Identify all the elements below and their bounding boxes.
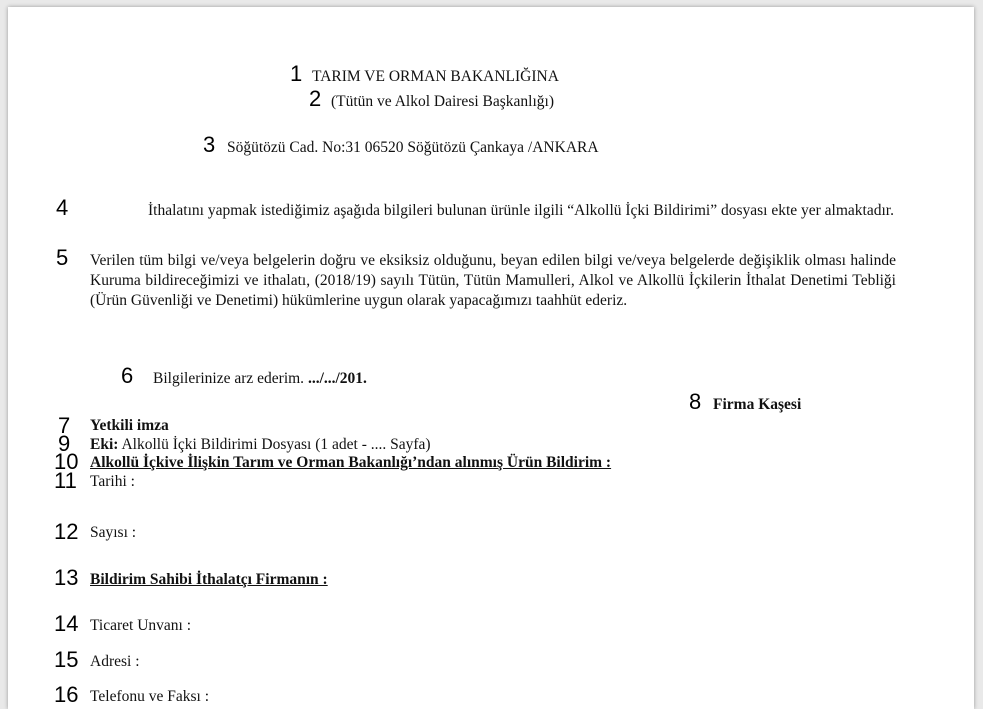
marker-12: 12 <box>54 519 79 544</box>
marker-8: 8 <box>689 389 702 414</box>
product-notification-heading: Alkollü İçkive İlişkin Tarım ve Orman Bakanlığı’ndan alınmış Ürün Bildirim : <box>90 454 612 471</box>
importer-address-label: Adresi : <box>90 653 140 670</box>
notification-number-label: Sayısı : <box>90 524 137 541</box>
marker-3: 3 <box>203 132 216 157</box>
phone-fax-label: Telefonu ve Faksı : <box>90 688 210 705</box>
attachment-text: Alkollü İçki Bildirimi Dosyası (1 adet - .... Sayfa) <box>121 436 431 453</box>
authorized-signature-label: Yetkili imza <box>90 417 169 434</box>
importer-heading: Bildirim Sahibi İthalatçı Firmanın : <box>90 571 328 588</box>
marker-2: 2 <box>309 86 322 111</box>
marker-10: 10 <box>54 449 79 474</box>
company-stamp-label: Firma Kaşesi <box>713 396 802 413</box>
intro-paragraph-text: İthalatını yapmak istediğimiz aşağıda bilgileri bulunan ürünle ilgili “Alkollü İçki Bildirimi” dosyası ekte yer almaktadır. <box>148 202 894 219</box>
marker-7: 7 <box>58 413 71 438</box>
marker-5: 5 <box>56 245 69 270</box>
marker-15: 15 <box>54 647 79 672</box>
intro-paragraph <box>90 201 896 221</box>
address-line: Söğütözü Cad. No:31 06520 Söğütözü Çankaya /ANKARA <box>227 139 599 156</box>
attachment-line <box>90 435 431 455</box>
document-page <box>8 7 974 709</box>
marker-11: 11 <box>54 468 77 493</box>
marker-6: 6 <box>121 363 134 388</box>
declaration-paragraph: Verilen tüm bilgi ve/veya belgelerin doğru ve eksiksiz olduğunu, beyan edilen bilgi ve/veya belgelerde değişiklik olması halinde Kuruma bildireceğimizi ve ithalatı, (2018/19) sayılı Tütün, Tütün Mamulleri, Alkol ve Alkollü İçkilerin İthalat Denetimi Tebliği (Ürün Güvenliği ve Denetimi) hükümlerine uygun olarak yapacağımızı taahhüt ederiz. <box>90 252 896 309</box>
ministry-title: TARIM VE ORMAN BAKANLIĞINA <box>312 68 559 85</box>
marker-16: 16 <box>54 682 79 707</box>
submission-line <box>153 369 367 389</box>
marker-1: 1 <box>290 61 303 86</box>
trade-name-label: Ticaret Unvanı : <box>90 617 192 634</box>
marker-13: 13 <box>54 565 79 590</box>
attachment-label: Eki: <box>90 436 119 453</box>
submission-date: .../.../201. <box>307 370 367 387</box>
submission-text: Bilgilerinize arz ederim. <box>153 370 305 387</box>
marker-9: 9 <box>58 431 71 456</box>
marker-14: 14 <box>54 611 79 636</box>
marker-4: 4 <box>56 195 69 220</box>
notification-date-label: Tarihi : <box>90 473 135 490</box>
department-title: (Tütün ve Alkol Dairesi Başkanlığı) <box>331 93 554 110</box>
